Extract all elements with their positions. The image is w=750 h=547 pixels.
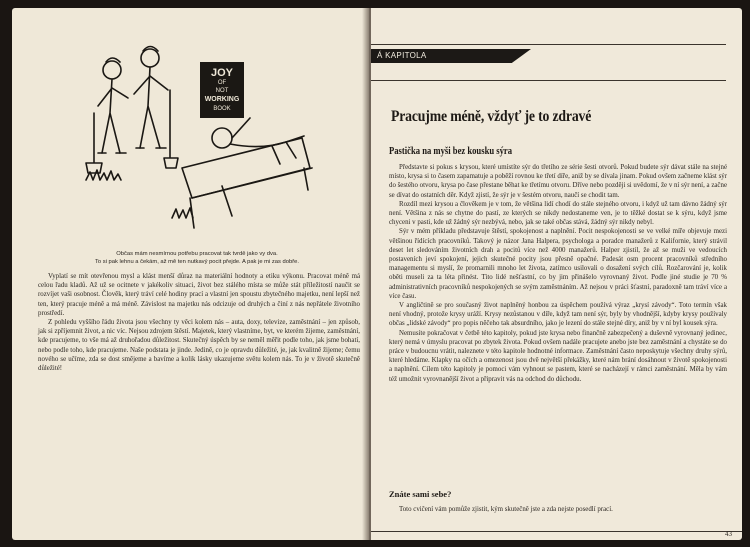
section-2-title: Znáte sami sebe? bbox=[389, 489, 452, 499]
book-word-of: OF bbox=[217, 80, 227, 86]
illustration-caption bbox=[52, 250, 342, 266]
book-word-working: WORKING bbox=[204, 96, 240, 103]
right-body-text bbox=[389, 163, 727, 384]
header-rule-2 bbox=[371, 80, 726, 81]
header-rule bbox=[371, 44, 726, 45]
book-word-joy: JOY bbox=[210, 67, 234, 79]
right-paragraph-5: Nemusíte pokračovat v četbě této kapitoly, pokud jste krysa nebo finančně zabezpečený a duševně vyrovnaný jedinec, který nemá v úmyslu pracovat po zbytek života. Pokud ovšem nadále pracujete anebo jste bez zaměstnání a chystáte se do práce v budoucnu vrátit, naleznete v této kapitole hodnotné informace. Zaměstnání často neposkytuje všechny druhy sýrů, které hledáme. Klapky na očích a omezenost jsou dvě největší překážky, které nám brání dosáhnout v životě spokojenosti a naplnění. Cílem této kapitoly je pomoci vám vyhnout se pastem, které se nacházejí v rámci zaměstnání. Měla by vám též umožnit vyrovnanější život a připravit vás na odchod do důchodu. bbox=[389, 329, 727, 383]
section-title: Pastička na myši bez kousku sýra bbox=[389, 146, 513, 157]
book-word-not: NOT bbox=[215, 88, 229, 94]
left-page bbox=[12, 8, 368, 540]
right-body-text-2 bbox=[389, 505, 727, 514]
right-paragraph-3: Sýr v mém příkladu představuje štěstí, spokojenost a naplnění. Pocit nespokojenosti se ve velké míře objevuje mezi většinou řídících pracovníků. Takový je názor Jana Halpera, psychologa a poradce manažerů z Kalifornie, který strávil deset let sledováním životních drah a pocitů více než 4000 manažerů. Halper zjistil, že až se muži ve vedoucích postaveních jeví spokojení, jejich skutečné pocity jsou přesně opačné. Padesát osm procent pracovníků středního managementu si myslí, že promarnili mnoho let života, zatímco usilovali o dosažení svých cílů. Rozčarování je, kolik oběti museli za ta léta přinést. Tito lidé nešťastní, co by jim přinášelo vyrovnaný život. Podle jiné studie je 70 % administrativních pracovníků nespokojených se svým zaměstnáním. Až nejsou v práci šťastní, paradoxně tam tráví více a více času. bbox=[389, 228, 727, 300]
right-page bbox=[371, 8, 742, 540]
caption-line-2: To si pak lehnu a čekám, až mě ten nutkavý pocit přejde. A pak je mi zas dobře. bbox=[95, 259, 299, 265]
left-paragraph-1: Vyplatí se mít otevřenou mysl a klást menší důraz na materiální hodnoty a etiku výkonu. Pracovat méně má celou řadu kladů. Až už se ocitnete v jakékoliv situaci, život bez stálého místa se může stát příležitostí naučit se rozvíjet vaši osobnost. Člověk, který tráví celé hodiny prací a vlastní jen spoustu zbytečného majetku, není lepší než ten, který pracuje méně a má méně. Závislost na majetku nás odcizuje od druhých a činí z nás nepřátele životního prostředí. bbox=[38, 273, 360, 317]
page-number: 43 bbox=[725, 530, 732, 538]
right-paragraph-end: Toto cvičení vám pomůže zjistit, kým skutečně jste a zda nejste posedlí prací. bbox=[399, 506, 613, 513]
left-paragraph-2: Z pohledu vyššího řádu života jsou všechny ty věci kolem nás – auta, doxy, televize, zaměstnání – jen způsob, jak si zpříjemnit život, a nic víc. Nejsou zdrojem štěstí. Majetek, který vlastníme, byt, ve kterém žijeme, zaměstnání, kde pracujeme, to vše má až druhořadou důležitost. Skutečný úspěch by se neměl měřit podle toho, jak jsme bohatí, nebo podle toho, kde pracujeme. Naše podstata je jinde. Jedině, co je opravdu důležité, je, jak kvalitně žijeme; čemu nového se učíme, zda se dost smějeme a bavíme a kolik lásky ukazujeme světu kolem nás. To je v životě skutečně důležité! bbox=[38, 319, 360, 373]
left-body-text bbox=[38, 272, 360, 373]
footer-rule bbox=[371, 531, 742, 532]
caption-line-1: Občas mám nesmírnou potřebu pracovat tak tvrdě jako vy dva. bbox=[116, 251, 278, 257]
chapter-label: Á KAPITOLA bbox=[377, 51, 427, 60]
chapter-title: Pracujme méně, vždyť je to zdravé bbox=[391, 108, 592, 125]
right-paragraph-4: V angličtině se pro současný život naplněný honbou za úspěchem používá výraz „krysí závody“. Toto termín však není vhodný, protože krysy uráží. Krysy nezůstanou v díře, když tam není sýr, byly by vhodnější, kdyby krysy používaly občas „lidské závody“ pro popis něčeho tak absurdního, jako je lezení do stále stejné díry, aniž by v ní byl kousek sýra. bbox=[389, 302, 727, 328]
right-paragraph-2: Rozdíl mezi krysou a člověkem je v tom, že většina lidí chodí do stále stejného otvoru, i když už tam dávno žádný sýr není. Většina z nás se chytne do pastí, ze kterých se nikdy nedostaneme ven, je to těžké dostat se k sýru, když jsme chyceni v pasti, kde už žádný sýr nezbývá, nebo, jak se také občas stává, žádný sýr nikdy nebyl. bbox=[389, 200, 727, 227]
right-paragraph-1: Představte si pokus s krysou, které umístíte sýr do třetího ze série šesti otvorů. Pokud budete sýr dávat stále na stejné místo, krysa si to časem zapamatuje a poběží rovnou ke třetí díře, aniž by se dívala jinam. Pokud ovšem začneme klást sýr do šestého otvoru, krysa po čase přestane běhat ke třetímu otvoru. Dříve nebo později si uvědomí, že v ní sýr není, a začne se dívat do ostatních děr. Když zjistí, že sýr je v šestém otvoru, naučí se chodit tam. bbox=[389, 164, 727, 199]
book-word-book: BOOK bbox=[213, 106, 231, 112]
cartoon-illustration bbox=[72, 18, 322, 246]
